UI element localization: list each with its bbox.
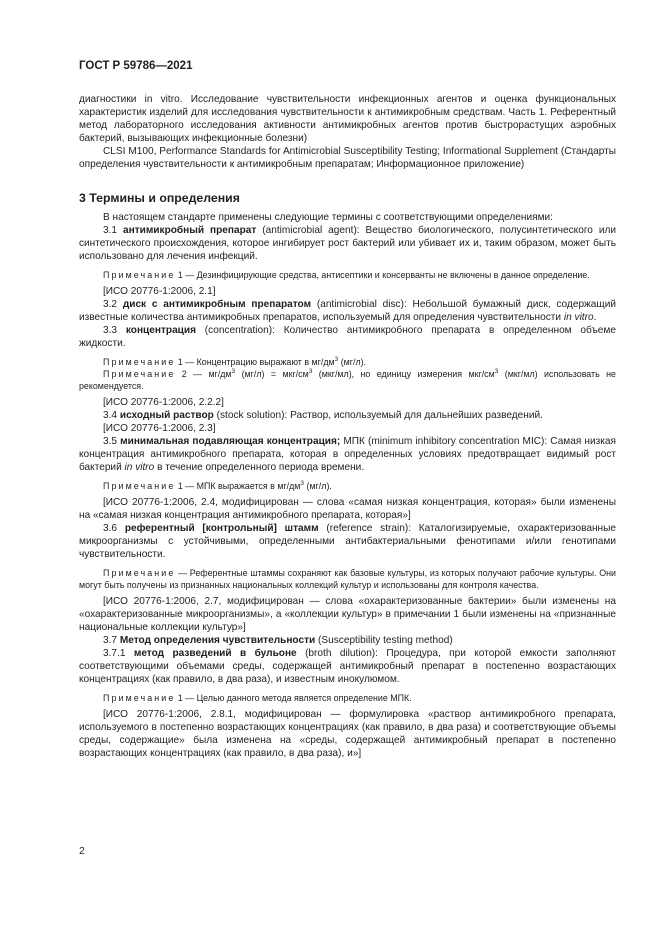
ref-3-1: [ИСО 20776-1:2006, 2.1] <box>103 286 216 297</box>
section-lead: В настоящем стандарте применены следующие термины с соответствующими определениями: <box>103 212 553 223</box>
ref-3-6: [ИСО 20776-1:2006, 2.7, модифицирован — слова «охарактеризованные бактерии» были изменены на «охарактеризованные микроорганизмы», а «коллекции культур» в примечании 1 были изменены на «признанные национальные коллекции культур»] <box>79 596 616 633</box>
term-number: 3.1 <box>103 225 118 236</box>
note-3-5: Примечание 1 — МПК выражается в $мг/дм^3$ (мг/л). <box>103 480 332 491</box>
ref-3-3: [ИСО 20776-1:2006, 2.2.2] <box>103 397 224 408</box>
note-3-7-1: Примечание 1 — Целью данного метода является определение МПК. <box>103 693 412 703</box>
term-3-6: 3.6 референтный [контрольный] штамм (reference strain): Каталогизируемые, охарактеризованные микроорганизмы с устойчивыми, определенными антибактериальными фенотипами и/или генотипами чувствительности. <box>79 523 616 560</box>
term-3-4: 3.4 исходный раствор (stock solution): Раствор, используемый для дальнейших разведений. <box>103 410 543 421</box>
note-3-6: Примечание — Референтные штаммы сохраняют как базовые культуры, из которых получают рабочие культуры. Они могут быть получены из признанных национальных коллекций культур и использованы для контроля качества. <box>79 568 616 590</box>
term-name: референтный [контрольный] штамм <box>124 523 319 534</box>
term-3-1 <box>79 224 616 263</box>
reference-continuation: диагностики in vitro. Исследование чувствительности инфекционных агентов и оценка функциональных характеристик изделий для исследования чувствительности к антимикробным средствам. Часть 1. Референтный метод лабораторного исследования активности антимикробных агентов против быстрорастущих аэробных бактерий, вызывающих инфекционные болезни) <box>79 94 616 144</box>
ref-3-4: [ИСО 20776-1:2006, 2.3] <box>103 423 216 434</box>
ref-3-5: [ИСО 20776-1:2006, 2.4, модифицирован — слова «самая низкая концентрация, которая» были изменены на «самая низкая концентрация антимикробного препарата, которая»] <box>79 497 616 521</box>
reference-clsi: CLSI M100, Performance Standards for Antimicrobial Susceptibility Testing; Informational Supplement (Стандарты определения чувствительности к антимикробным препаратам; Информационное приложение) <box>79 146 616 170</box>
page-number: 2 <box>79 845 85 857</box>
term-name: Метод определения чувствительности <box>119 635 316 646</box>
term-name: исходный раствор <box>119 410 214 421</box>
term-3-7-1: 3.7.1 метод разведений в бульоне (broth dilution): Процедура, при которой емкости заполняют соответствующими объемами среды, содержащей антимикробный препарат в постепенно возрастающих концентрациях (как правило, в два раза), и известным инокулюмом. <box>79 648 616 685</box>
note-label: Примечание <box>103 270 176 280</box>
term-3-3: 3.3 концентрация (concentration): Количество антимикробного препарата в определенном объеме жидкости. <box>79 325 616 349</box>
term-name: концентрация <box>125 325 196 336</box>
term-name: минимальная подавляющая концентрация; <box>120 436 341 447</box>
document-code: ГОСТ Р 59786—2021 <box>79 60 193 72</box>
section-title: 3 Термины и определения <box>79 191 240 205</box>
term-name: диск с антимикробным препаратом <box>122 299 312 310</box>
term-3-5: 3.5 минимальная подавляющая концентрация; МПК (minimum inhibitory concentration MIC): Самая низкая концентрация антимикробного препарата, которая в определенных условиях предотвращает видимый рост бактерий in vitro в течение определенного периода времени. <box>79 436 616 473</box>
ref-3-7-1: [ИСО 20776-1:2006, 2.8.1, модифицирован — формулировка «раствор антимикробного препарата, используемого в постепенно возрастающих концентрациях (как правило, в два раза) и соответствующие объемы среды, содержащие» была изменена на «среды, содержащей антимикробный препарат в постепенно возрастающих концентрациях (как правило, в два раза), и»] <box>79 709 616 759</box>
note-3-3-1: Примечание 1 — Концентрацию выражают в $мг/дм^3$ (мг/л). <box>103 356 367 367</box>
note-3-1: Примечание 1 — Дезинфицирующие средства, антисептики и консерванты не включены в данное определение. <box>103 270 590 280</box>
term-3-2: 3.2 диск с антимикробным препаратом (antimicrobial disc): Небольшой бумажный диск, содержащий известные количества антимикробных препаратов, используемый для определения чувствительности in vitro. <box>79 299 616 323</box>
term-3-7: 3.7 Метод определения чувствительности (Susceptibility testing method) <box>103 635 453 646</box>
note-3-3-2: Примечание 2 — $мг/дм^3$ (мг/л) = мкг/$см^3$ (мкг/мл), но единицу измерения мкг/$см^3$ (мкг/мл) использовать не рекомендуется. <box>79 368 616 391</box>
page-content <box>79 93 616 760</box>
term-definition: (antimicrobial agent): Вещество биологического, полусинтетического или синтетического происхождения, которое ингибирует рост бактерий или убивает их и, таким образом, может быть использовано для лечения инфекций. <box>79 225 616 262</box>
term-name: антимикробный препарат <box>122 225 257 236</box>
term-name: метод разведений в бульоне <box>133 648 297 659</box>
